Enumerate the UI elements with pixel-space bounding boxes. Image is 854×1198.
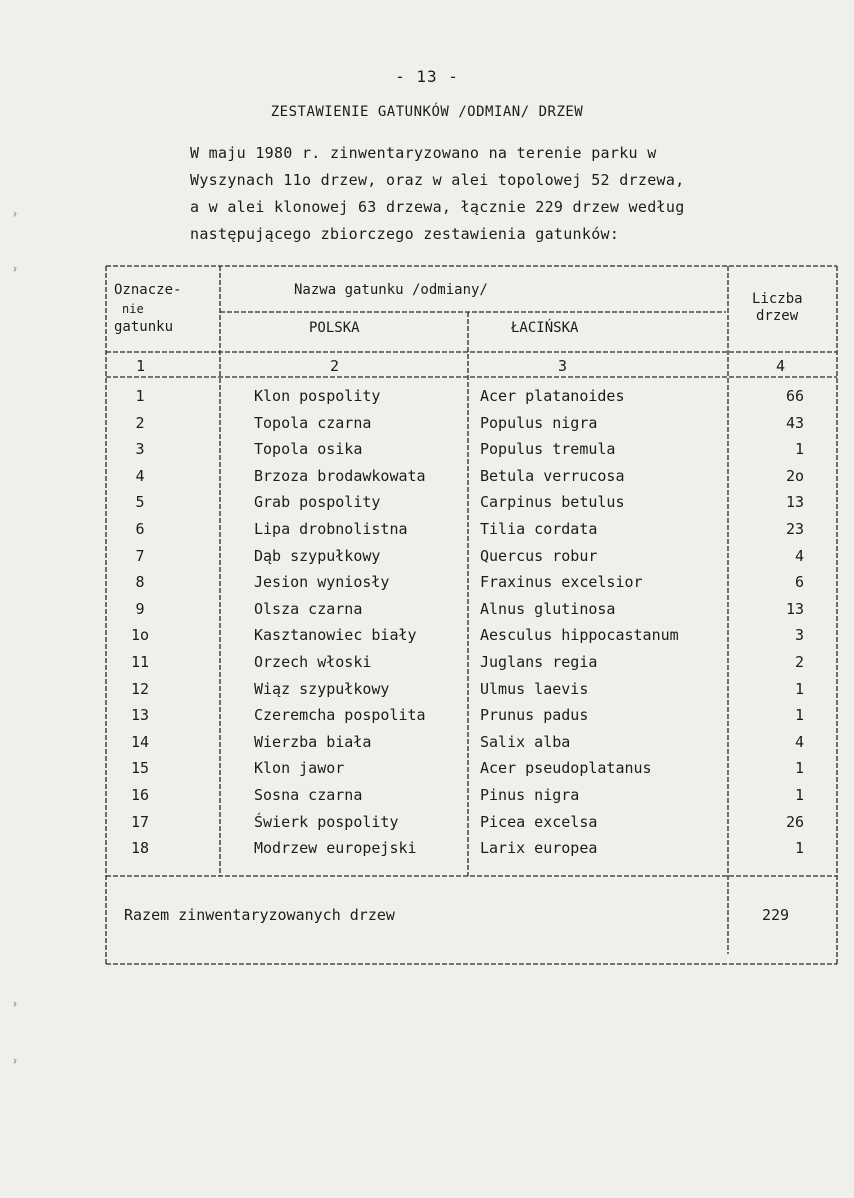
- row-polish-name: Kasztanowiec biały: [254, 626, 417, 645]
- row-latin-name: Pinus nigra: [480, 786, 580, 804]
- row-latin-name: Salix alba: [480, 732, 571, 751]
- row-latin-name: Populus nigra: [480, 413, 598, 432]
- margin-mark: ˀ: [12, 213, 19, 224]
- row-number: 16: [130, 786, 150, 804]
- row-count: 1: [794, 759, 804, 778]
- row-polish-name: Czeremcha pospolita: [254, 706, 426, 725]
- row-latin-name: Betula verrucosa: [480, 466, 625, 485]
- table-rules: [104, 264, 839, 967]
- margin-mark: ˀ: [12, 268, 19, 279]
- row-polish-name: Jesion wyniosły: [254, 573, 390, 592]
- row-number: 1: [135, 387, 145, 405]
- row-count: 1: [794, 839, 804, 858]
- header-polska: POLSKA: [309, 320, 360, 336]
- header-count-line2: drzew: [756, 308, 799, 324]
- row-latin-name: Tilia cordata: [480, 520, 598, 538]
- row-number: 1o: [130, 626, 150, 645]
- row-count: 43: [785, 413, 804, 432]
- row-polish-name: Świerk pospolity: [254, 812, 399, 831]
- row-number: 2: [135, 413, 145, 432]
- row-polish-name: Orzech włoski: [254, 653, 372, 671]
- header-col1-line3: gatunku: [114, 319, 174, 335]
- row-latin-name: Juglans regia: [480, 653, 598, 671]
- row-polish-name: Grab pospolity: [254, 493, 381, 512]
- row-latin-name: Alnus glutinosa: [480, 599, 616, 618]
- row-latin-name: Fraxinus excelsior: [480, 573, 643, 592]
- row-latin-name: Ulmus laevis: [480, 679, 589, 698]
- row-count: 13: [785, 493, 804, 512]
- row-polish-name: Sosna czarna: [254, 786, 363, 804]
- column-number-4: 4: [776, 357, 786, 375]
- row-count: 66: [785, 387, 804, 405]
- row-polish-name: Brzoza brodawkowata: [254, 466, 426, 485]
- row-polish-name: Topola czarna: [254, 413, 372, 432]
- row-number: 13: [130, 706, 150, 725]
- row-count: 1: [794, 706, 804, 725]
- row-count: 13: [785, 599, 804, 618]
- row-number: 4: [135, 466, 145, 485]
- header-count-line1: Liczba: [752, 291, 803, 307]
- row-polish-name: Dąb szypułkowy: [254, 546, 381, 565]
- row-count: 4: [794, 546, 804, 565]
- row-count: 2: [794, 653, 804, 671]
- total-label: Razem zinwentaryzowanych drzew: [124, 906, 395, 924]
- row-latin-name: Prunus padus: [480, 706, 589, 725]
- row-number: 15: [130, 759, 150, 778]
- margin-mark: ˀ: [12, 1003, 19, 1014]
- column-number-3: 3: [558, 357, 568, 375]
- row-polish-name: Modrzew europejski: [254, 839, 417, 858]
- row-polish-name: Olsza czarna: [254, 599, 363, 618]
- page-number: - 13 -: [395, 67, 459, 86]
- row-polish-name: Wierzba biała: [254, 732, 372, 751]
- row-count: 6: [794, 573, 804, 592]
- row-count: 23: [785, 520, 804, 538]
- row-count: 1: [794, 440, 804, 459]
- row-count: 4: [794, 732, 804, 751]
- row-number: 18: [130, 839, 150, 858]
- row-latin-name: Aesculus hippocastanum: [480, 626, 679, 645]
- page-title: ZESTAWIENIE GATUNKÓW /ODMIAN/ DRZEW: [270, 104, 584, 120]
- row-number: 12: [130, 679, 150, 698]
- intro-line-1: W maju 1980 r. zinwentaryzowano na terenie parku w: [190, 144, 657, 162]
- margin-mark: ˀ: [12, 1060, 19, 1071]
- header-col1-line1: Oznacze-: [114, 282, 182, 298]
- row-count: 1: [794, 679, 804, 698]
- row-number: 7: [135, 546, 145, 565]
- row-latin-name: Carpinus betulus: [480, 493, 625, 512]
- row-polish-name: Klon jawor: [254, 759, 345, 778]
- column-number-2: 2: [330, 357, 340, 375]
- header-name-group: Nazwa gatunku /odmiany/: [294, 282, 488, 298]
- row-number: 3: [135, 440, 145, 459]
- row-latin-name: Larix europea: [480, 839, 598, 858]
- header-lacinska: ŁACIŃSKA: [511, 320, 579, 336]
- row-latin-name: Quercus robur: [480, 546, 598, 565]
- row-number: 5: [135, 493, 145, 512]
- total-value: 229: [762, 906, 790, 924]
- intro-line-2: Wyszynach 11o drzew, oraz w alei topolowej 52 drzewa,: [190, 171, 685, 189]
- row-count: 2o: [785, 466, 804, 485]
- row-latin-name: Picea excelsa: [480, 812, 598, 831]
- row-number: 9: [135, 599, 145, 618]
- row-latin-name: Populus tremula: [480, 440, 616, 459]
- row-number: 17: [130, 812, 150, 831]
- row-count: 3: [794, 626, 804, 645]
- column-number-1: 1: [136, 357, 146, 375]
- species-table: [104, 264, 839, 967]
- row-latin-name: Acer platanoides: [480, 387, 625, 405]
- row-number: 11: [130, 653, 150, 671]
- row-count: 26: [785, 812, 804, 831]
- row-number: 6: [135, 520, 145, 538]
- row-count: 1: [794, 786, 804, 804]
- row-number: 8: [135, 573, 145, 592]
- row-number: 14: [130, 732, 150, 751]
- intro-line-4: następującego zbiorczego zestawienia gatunków:: [190, 225, 620, 243]
- header-col1-line2: nie: [122, 302, 144, 316]
- row-polish-name: Topola osika: [254, 440, 363, 459]
- row-latin-name: Acer pseudoplatanus: [480, 759, 652, 778]
- row-polish-name: Wiąz szypułkowy: [254, 679, 390, 698]
- intro-line-3: a w alei klonowej 63 drzewa, łącznie 229 drzew według: [190, 198, 685, 216]
- row-polish-name: Lipa drobnolistna: [254, 520, 408, 538]
- row-polish-name: Klon pospolity: [254, 387, 381, 405]
